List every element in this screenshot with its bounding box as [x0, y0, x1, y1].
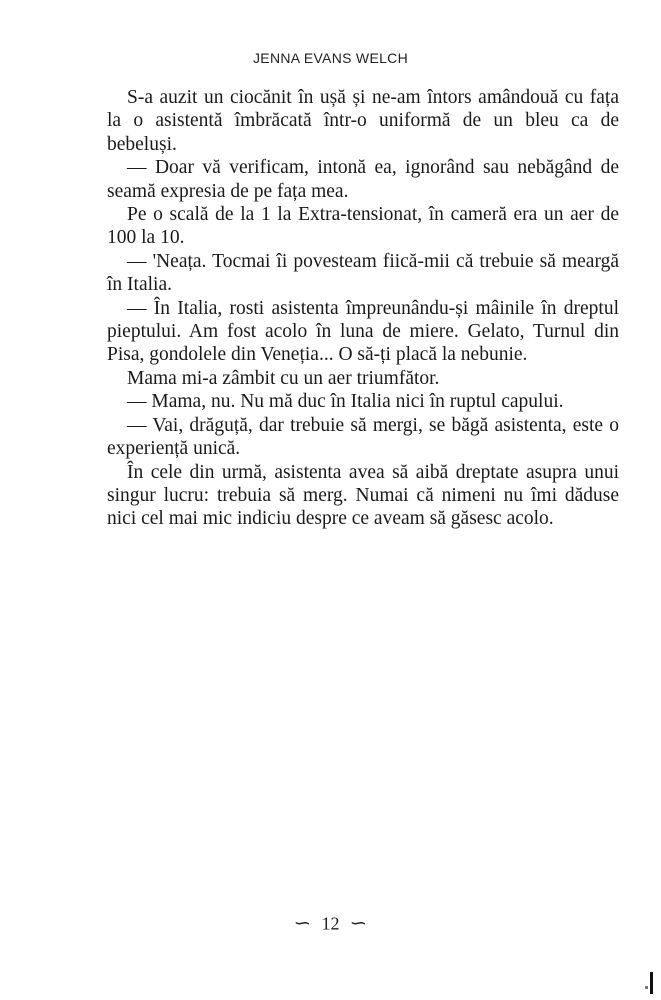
paragraph: Pe o scală de la 1 la Extra-tensionat, în cameră era un aer de 100 la 10. [107, 204, 619, 249]
paragraph: — Mama, nu. Nu mă duc în Italia nici în ruptul capului. [127, 391, 564, 413]
body-text [107, 86, 619, 531]
page-footer [0, 912, 661, 934]
paragraph: — 'Neața. Tocmai îi povesteam fiică-mii că trebuie să meargă în Italia. [107, 250, 619, 296]
paragraph: În cele din urmă, asistenta avea să aibă dreptate asupra unui singur lucru: trebuia să merg. Numai că nimeni nu îmi dăduse nici cel mai mic indiciu despre ce aveam să găsesc acolo. [107, 461, 619, 530]
running-head-author: JENNA EVANS WELCH [253, 50, 408, 66]
page-number: 12 [321, 913, 340, 934]
paragraph: Mama mi-a zâmbit cu un aer triumfător. [127, 367, 440, 389]
ornament-right-icon: ∽ [349, 916, 368, 933]
paragraph: — Doar vă verificam, intonă ea, ignorând sau nebăgând de seamă expresia de pe fața mea. [107, 157, 619, 202]
scan-corner-mark-icon [643, 970, 655, 996]
paragraph: — Vai, drăguță, dar trebuie să mergi, se băgă asistenta, este o experiență unică. [107, 414, 619, 460]
paragraph: — În Italia, rosti asistenta împreunându-și mâinile în dreptul pieptului. Am fost acolo în luna de miere. Gelato, Turnul din Pisa, gondolele din Veneția... O să-ți placă la nebunie. [107, 297, 619, 366]
paragraph: S-a auzit un ciocănit în ușă și ne-am întors amândouă cu fața la o asistentă îmbrăcată într-o uniformă de un bleu ca de bebeluși. [107, 87, 619, 155]
ornament-left-icon: ∽ [293, 916, 312, 933]
